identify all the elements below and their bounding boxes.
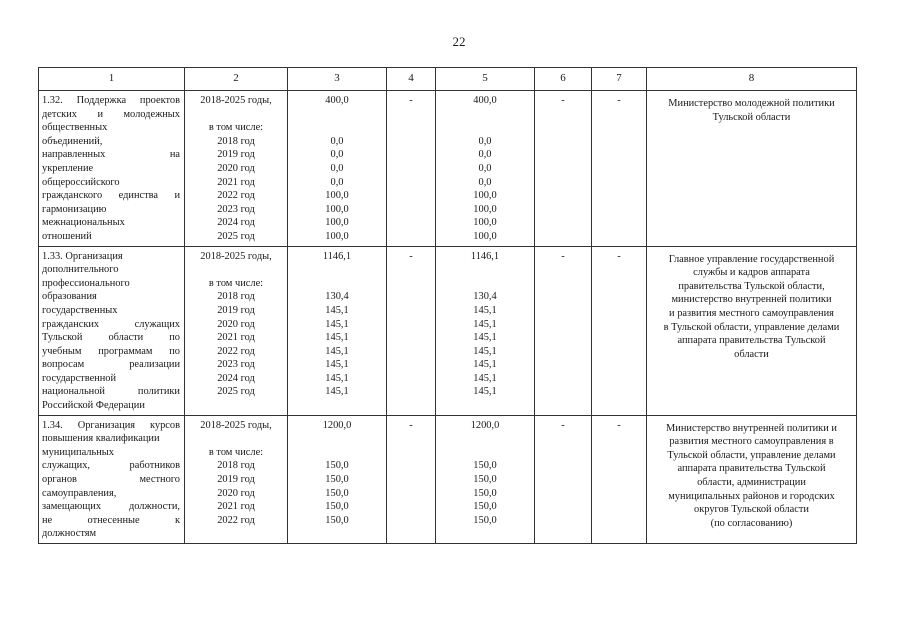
executor-line: области, администрации — [697, 477, 806, 489]
year-value: 145,1 — [325, 359, 349, 371]
year-label: 2018 год — [217, 135, 255, 147]
year-value: 150,0 — [473, 474, 497, 486]
executor-line: службы и кадров аппарата — [693, 267, 810, 279]
measure-name-line: служащих, работников — [42, 460, 180, 472]
funding-col4-cell: - — [387, 246, 436, 415]
year-value: 130,4 — [325, 291, 349, 303]
year-value: 150,0 — [473, 501, 497, 513]
total-value: 1146,1 — [322, 250, 352, 262]
funding-col3-cell — [288, 246, 387, 415]
total-value: 400,0 — [473, 95, 497, 106]
year-value: 0,0 — [478, 162, 492, 174]
measure-name-line: отношений — [42, 230, 92, 242]
year-label: 2021 год — [217, 332, 255, 344]
year-value: 145,1 — [325, 372, 349, 384]
year-label: 2019 год — [217, 304, 255, 316]
funding-col3-cell — [288, 91, 387, 247]
measure-name-line: 1.33. Организация — [42, 250, 123, 262]
executor-line: развития местного самоуправления в — [669, 436, 834, 448]
executor-cell — [647, 246, 857, 415]
funding-col7-cell: - — [592, 415, 647, 543]
column-header: 6 — [535, 68, 592, 91]
program-table — [38, 67, 857, 544]
measure-name-line: национальной политики — [42, 386, 180, 398]
year-value: 100,0 — [473, 230, 497, 242]
year-value: 145,1 — [325, 318, 349, 330]
measure-name-line: дополнительного — [42, 264, 119, 276]
year-value: 100,0 — [325, 230, 349, 242]
measure-name-line: учебным программам по — [42, 345, 180, 357]
header-row — [39, 68, 857, 91]
measure-name-line: вопросам реализации — [42, 359, 180, 371]
year-value: 145,1 — [325, 332, 349, 344]
measure-name-line: повышения квалификации — [42, 433, 160, 445]
measure-name-line: Российской Федерации — [42, 400, 145, 412]
funding-col5-cell — [436, 91, 535, 247]
executor-line: (по согласованию) — [710, 517, 793, 529]
including-label: в том числе: — [208, 122, 264, 134]
measure-name-line: самоуправления, — [42, 487, 117, 499]
year-value: 100,0 — [473, 217, 497, 229]
year-label: 2019 год — [217, 474, 255, 486]
measure-name-line: общероссийского — [42, 176, 120, 188]
year-label: 2025 год — [217, 386, 255, 398]
executor-line: муниципальных районов и городских — [668, 490, 835, 502]
year-label: 2021 год — [217, 176, 255, 188]
year-value: 100,0 — [473, 203, 497, 215]
year-value: 145,1 — [325, 386, 349, 398]
year-value: 0,0 — [330, 162, 344, 174]
year-value: 150,0 — [473, 487, 497, 499]
executor-line: и развития местного самоуправления — [669, 307, 834, 319]
executor-line: министерство внутренней политики — [671, 294, 832, 306]
year-value: 0,0 — [478, 176, 492, 188]
funding-col5-cell — [436, 246, 535, 415]
year-value: 0,0 — [330, 149, 344, 161]
period-text: 2018-2025 годы, — [200, 250, 272, 262]
measure-name-line: гармонизацию — [42, 203, 107, 215]
column-header: 4 — [387, 68, 436, 91]
year-value: 145,1 — [473, 304, 497, 316]
executor-line: Министерство внутренней политики и — [666, 422, 837, 434]
measure-name-line: гражданских служащих — [42, 318, 180, 330]
year-value: 100,0 — [473, 190, 497, 202]
executor-line: аппарата правительства Тульской — [677, 335, 826, 347]
funding-col6-cell: - — [535, 91, 592, 247]
year-value: 145,1 — [473, 386, 497, 398]
year-value: 145,1 — [473, 318, 497, 330]
year-value: 0,0 — [478, 135, 492, 147]
period-text: 2018-2025 годы, — [200, 419, 272, 431]
column-header: 5 — [436, 68, 535, 91]
total-value: 1146,1 — [470, 250, 500, 262]
year-value: 150,0 — [473, 460, 497, 472]
year-label: 2020 год — [217, 318, 255, 330]
year-value: 0,0 — [478, 149, 492, 161]
measure-name-line: детских и молодежных — [42, 108, 180, 120]
funding-col3-cell — [288, 415, 387, 543]
year-value: 150,0 — [325, 460, 349, 472]
year-value: 130,4 — [473, 291, 497, 303]
year-label: 2024 год — [217, 372, 255, 384]
measure-name-line: государственной — [42, 372, 117, 384]
year-label: 2023 год — [217, 359, 255, 371]
year-value: 150,0 — [325, 514, 349, 526]
year-value: 100,0 — [325, 203, 349, 215]
total-value: 1200,0 — [322, 419, 352, 431]
period-cell — [185, 415, 288, 543]
year-label: 2023 год — [217, 203, 255, 215]
year-label: 2018 год — [217, 460, 255, 472]
measure-name-line: органов местного — [42, 474, 180, 486]
year-value: 145,1 — [473, 332, 497, 344]
measure-name-line: общественных — [42, 122, 108, 134]
total-value: 400,0 — [325, 95, 349, 106]
funding-col4-cell: - — [387, 415, 436, 543]
year-label: 2020 год — [217, 487, 255, 499]
year-label: 2018 год — [217, 291, 255, 303]
year-value: 145,1 — [473, 345, 497, 357]
executor-line: Главное управление государственной — [668, 253, 835, 265]
measure-name-line: должностям — [42, 528, 97, 540]
measure-name-line: муниципальных — [42, 446, 114, 458]
year-value: 145,1 — [325, 304, 349, 316]
year-value: 100,0 — [325, 190, 349, 202]
executor-line: правительства Тульской области, — [678, 280, 825, 292]
column-header: 8 — [647, 68, 857, 91]
period-text: 2018-2025 годы, — [200, 95, 272, 106]
executor-line: Тульской области, управление делами — [667, 449, 836, 461]
executor-line: аппарата правительства Тульской — [677, 463, 826, 475]
year-label: 2024 год — [217, 217, 255, 229]
measure-name-line: укрепление — [42, 162, 94, 174]
year-label: 2022 год — [217, 345, 255, 357]
funding-col7-cell: - — [592, 91, 647, 247]
measure-name-line: Тульской области по — [42, 332, 180, 344]
year-value: 0,0 — [330, 176, 344, 188]
year-label: 2025 год — [217, 230, 255, 242]
measure-name-line: государственных — [42, 304, 118, 316]
executor-line: Министерство молодежной политики — [668, 98, 835, 109]
funding-col6-cell: - — [535, 415, 592, 543]
measure-name-line: 1.34. Организация курсов — [42, 419, 180, 431]
period-cell — [185, 246, 288, 415]
period-cell — [185, 91, 288, 247]
year-value: 150,0 — [325, 501, 349, 513]
year-label: 2022 год — [217, 190, 255, 202]
including-label: в том числе: — [208, 277, 264, 289]
column-header: 7 — [592, 68, 647, 91]
page-number: 22 — [452, 34, 466, 49]
executor-line: в Тульской области, управление делами — [663, 321, 840, 333]
measure-name-line: образования — [42, 291, 97, 303]
year-value: 150,0 — [325, 474, 349, 486]
year-value: 150,0 — [325, 487, 349, 499]
funding-col4-cell: - — [387, 91, 436, 247]
funding-col6-cell: - — [535, 246, 592, 415]
year-value: 0,0 — [330, 135, 344, 147]
table-row — [39, 246, 857, 415]
executor-line: области — [734, 348, 769, 360]
year-value: 145,1 — [473, 372, 497, 384]
year-label: 2020 год — [217, 162, 255, 174]
column-header: 3 — [288, 68, 387, 91]
year-value: 145,1 — [325, 345, 349, 357]
year-label: 2019 год — [217, 149, 255, 161]
column-header: 2 — [185, 68, 288, 91]
funding-col5-cell — [436, 415, 535, 543]
executor-cell — [647, 91, 857, 247]
year-label: 2021 год — [217, 501, 255, 513]
executor-line: Тульской области — [712, 111, 791, 123]
column-header: 1 — [39, 68, 185, 91]
measure-name-line: гражданского единства и — [42, 190, 180, 202]
measure-name-line: не отнесенные к — [42, 514, 180, 526]
table-row — [39, 415, 857, 543]
measure-name-line: направленных на — [42, 149, 180, 161]
measure-name-cell — [39, 246, 185, 415]
total-value: 1200,0 — [470, 419, 500, 431]
measure-name-line: объединений, — [42, 135, 103, 147]
including-label: в том числе: — [208, 446, 264, 458]
funding-col7-cell: - — [592, 246, 647, 415]
measure-name-line: межнациональных — [42, 217, 125, 229]
measure-name-line: замещающих должности, — [42, 501, 180, 513]
executor-line: округов Тульской области — [694, 504, 809, 516]
executor-cell — [647, 415, 857, 543]
measure-name-line: 1.32. Поддержка проектов — [42, 95, 180, 106]
measure-name-cell — [39, 91, 185, 247]
year-value: 145,1 — [473, 359, 497, 371]
table-row — [39, 91, 857, 247]
year-value: 150,0 — [473, 514, 497, 526]
measure-name-cell — [39, 415, 185, 543]
measure-name-line: профессионального — [42, 277, 130, 289]
year-value: 100,0 — [325, 217, 349, 229]
year-label: 2022 год — [217, 514, 255, 526]
